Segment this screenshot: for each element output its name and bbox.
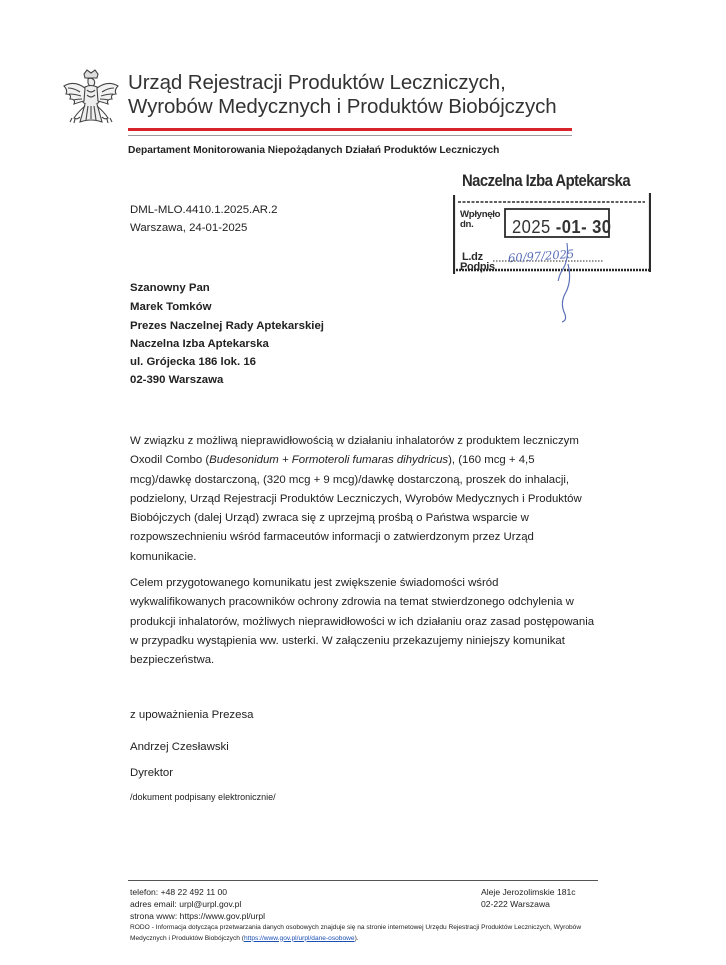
stamp-date-day: 30 bbox=[592, 217, 612, 237]
department-name: Departament Monitorowania Niepożądanych Działań Produktów Leczniczych bbox=[128, 145, 500, 156]
signature-title: Dyrektor bbox=[130, 767, 174, 779]
recipient-name: Marek Tomków bbox=[130, 301, 212, 313]
eagle-emblem-icon bbox=[60, 68, 122, 138]
recipient-postal-city: 02-390 Warszawa bbox=[130, 374, 224, 386]
footer-email: adres email: urpl@urpl.gov.pl bbox=[130, 899, 242, 909]
body-p1-part-a: W związku z możliwą nieprawidłowością w działaniu inhalatorów z produktem leczniczym Oxodil Combo ( bbox=[130, 435, 579, 467]
body-p1-italic: Budesonidum + Formoteroli fumaras dihydricus bbox=[209, 454, 449, 467]
footer-rodo-note bbox=[130, 923, 600, 944]
footer-postal-city: 02-222 Warszawa bbox=[481, 899, 550, 909]
body-paragraph-1 bbox=[130, 432, 596, 567]
header-grey-rule bbox=[128, 135, 572, 136]
body-p2-text: Celem przygotowanego komunikatu jest zwiększenie świadomości wśród wykwalifikowanych pracowników ochrony zdrowia na temat stwierdzonego odchylenia w produkcji inhalatorów, możliwych nieprawidłowości w ich działaniu oraz zasad postępowania w przypadku wystąpienia ww. usterki. W załączeniu przekazujemy niniejszy komunikat bezpieczeństwa. bbox=[130, 577, 595, 667]
stamp-title: Naczelna Izba Aptekarska bbox=[462, 172, 631, 190]
handwritten-initial-mark bbox=[548, 262, 588, 324]
stamp-number-label: L.dz bbox=[462, 251, 483, 263]
header-red-rule bbox=[128, 128, 572, 131]
footer-phone: telefon: +48 22 492 11 00 bbox=[130, 887, 228, 897]
place-date: Warszawa, 24-01-2025 bbox=[130, 222, 248, 234]
signature-note: /dokument podpisany elektronicznie/ bbox=[130, 792, 276, 802]
footer-rule bbox=[128, 880, 598, 881]
signature-authorization: z upoważnienia Prezesa bbox=[130, 709, 254, 721]
footer-rodo-link[interactable]: https://www.gov.pl/urpl/dane-osobowe bbox=[243, 934, 355, 942]
stamp-received-label bbox=[460, 210, 500, 230]
recipient-position: Prezes Naczelnej Rady Aptekarskiej bbox=[130, 320, 324, 332]
signature-name: Andrzej Czesławski bbox=[130, 741, 229, 753]
case-number: DML-MLO.4410.1.2025.AR.2 bbox=[130, 204, 278, 216]
institution-name-line1: Urząd Rejestracji Produktów Leczniczych, bbox=[128, 71, 506, 94]
body-paragraph-2 bbox=[130, 574, 596, 670]
stamp-date bbox=[512, 217, 611, 238]
footer-street: Aleje Jerozolimskie 181c bbox=[481, 887, 576, 897]
stamp-received-label-2: dn. bbox=[460, 219, 474, 230]
body-p1-part-b: ), (160 mcg + 4,5 mcg)/dawkę dostarczoną, (320 mcg + 9 mcg)/dawkę dostarczoną, proszek do inhalacji, podzielony, Urząd Rejestracji Produktów Leczniczych, Wyrobów Medycznych i Produktów Biobójczych (dalej Urząd) zwraca się z uprzejmą prośbą o Państwa wsparcie w rozpowszechnieniu wśród farmaceutów informacji o zatwierdzonym przez Urząd komunikacie. bbox=[130, 454, 582, 563]
stamp-date-year: 2025 bbox=[512, 217, 551, 237]
recipient-salutation: Szanowny Pan bbox=[130, 282, 210, 294]
stamp-received-label-1: Wpłynęło bbox=[460, 209, 501, 220]
stamp-handwritten-number: 60/97/2025 bbox=[507, 246, 575, 266]
institution-name-line2: Wyrobów Medycznych i Produktów Biobójczych bbox=[128, 95, 557, 118]
recipient-organization: Naczelna Izba Aptekarska bbox=[130, 338, 269, 350]
footer-rodo-text: RODO - Informacja dotycząca przetwarzania danych osobowych znajduje się na stronie internetowej Urzędu Rejestracji Produktów Leczniczych, Wyrobów Medycznych i Produktów Biobójczych ( bbox=[130, 924, 582, 942]
recipient-street: ul. Grójecka 186 lok. 16 bbox=[130, 356, 256, 368]
stamp-sign-label: Podpis bbox=[460, 261, 495, 273]
footer-rodo-end: ). bbox=[354, 934, 359, 942]
stamp-date-month: -01- bbox=[555, 217, 588, 237]
footer-www: strona www: https://www.gov.pl/urpl bbox=[130, 911, 266, 921]
